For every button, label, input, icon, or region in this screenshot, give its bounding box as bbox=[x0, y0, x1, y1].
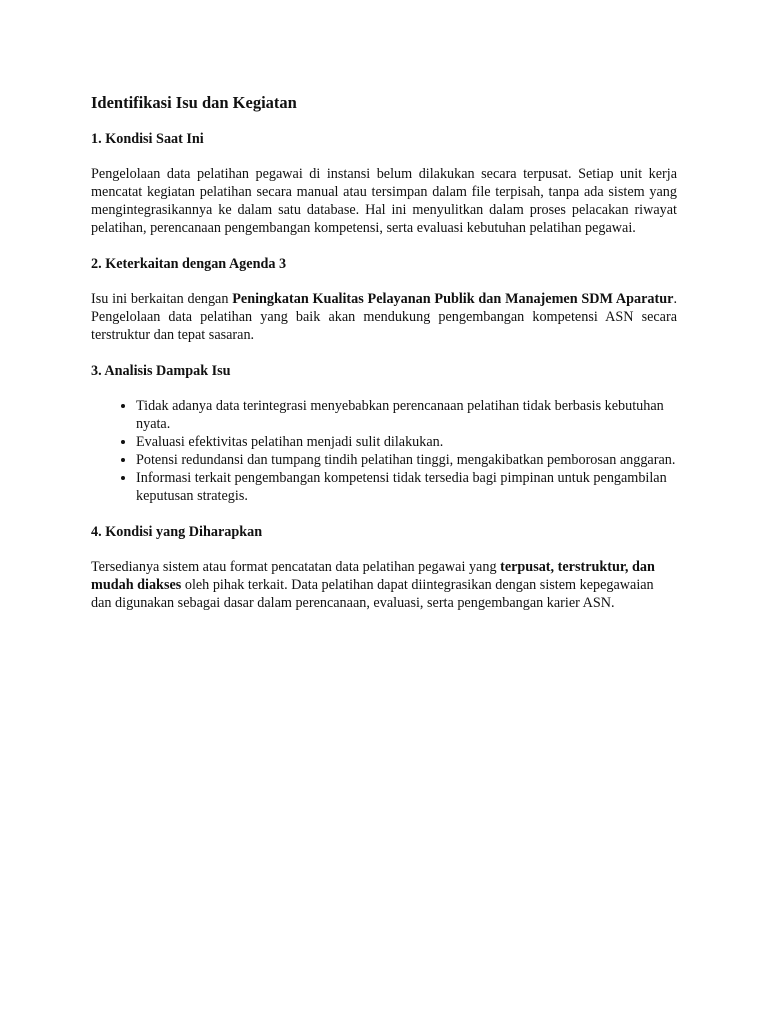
section-2-text-post: . Pengelolaan data pelatihan yang baik akan mendukung pengembangan kompetensi ASN secara terstruktur dan tepat sasaran. bbox=[91, 291, 677, 343]
document-title: Identifikasi Isu dan Kegiatan bbox=[91, 93, 297, 112]
section-4-paragraph bbox=[91, 558, 677, 612]
bullet-item bbox=[136, 433, 677, 451]
bullet-text: Tidak adanya data terintegrasi menyebabkan perencanaan pelatihan tidak berbasis kebutuhan nyata. bbox=[136, 398, 664, 432]
section-2-text-bold: Peningkatan Kualitas Pelayanan Publik dan Manajemen SDM Aparatur bbox=[232, 291, 674, 307]
bullet-text: Potensi redundansi dan tumpang tindih pelatihan tinggi, mengakibatkan pemborosan anggaran. bbox=[136, 452, 676, 468]
bullet-item bbox=[136, 451, 677, 469]
bullet-text: Informasi terkait pengembangan kompetensi tidak tersedia bagi pimpinan untuk pengambilan keputusan strategis. bbox=[136, 470, 667, 504]
section-2-paragraph bbox=[91, 290, 677, 344]
section-2-text-pre: Isu ini berkaitan dengan bbox=[91, 291, 233, 307]
bullet-item bbox=[136, 397, 677, 433]
section-1-heading: 1. Kondisi Saat Ini bbox=[91, 131, 204, 147]
section-2-heading: 2. Keterkaitan dengan Agenda 3 bbox=[91, 256, 287, 272]
document-page bbox=[91, 93, 677, 630]
section-4-text-post: oleh pihak terkait. Data pelatihan dapat diintegrasikan dengan sistem kepegawaian dan digunakan sebagai dasar dalam perencanaan, evaluasi, serta pengembangan karier ASN. bbox=[91, 577, 654, 611]
section-4-text-pre: Tersedianya sistem atau format pencatatan data pelatihan pegawai yang bbox=[91, 559, 501, 575]
bullet-item bbox=[136, 469, 677, 505]
bullet-text: Evaluasi efektivitas pelatihan menjadi sulit dilakukan. bbox=[136, 434, 444, 450]
section-3-heading: 3. Analisis Dampak Isu bbox=[91, 363, 231, 379]
section-3-bullet-list bbox=[91, 397, 677, 505]
section-4-heading: 4. Kondisi yang Diharapkan bbox=[91, 524, 263, 540]
section-1-paragraph: Pengelolaan data pelatihan pegawai di instansi belum dilakukan secara terpusat. Setiap unit kerja mencatat kegiatan pelatihan secara manual atau tersimpan dalam file terpisah, tanpa ada sistem yang mengintegrasikannya ke dalam satu database. Hal ini menyulitkan dalam proses pelacakan riwayat pelatihan, perencanaan pengembangan kompetensi, serta evaluasi kebutuhan pelatihan pegawai. bbox=[91, 166, 677, 236]
section-4-text-bold: terpusat, terstruktur, dan mudah diakses bbox=[91, 559, 655, 593]
